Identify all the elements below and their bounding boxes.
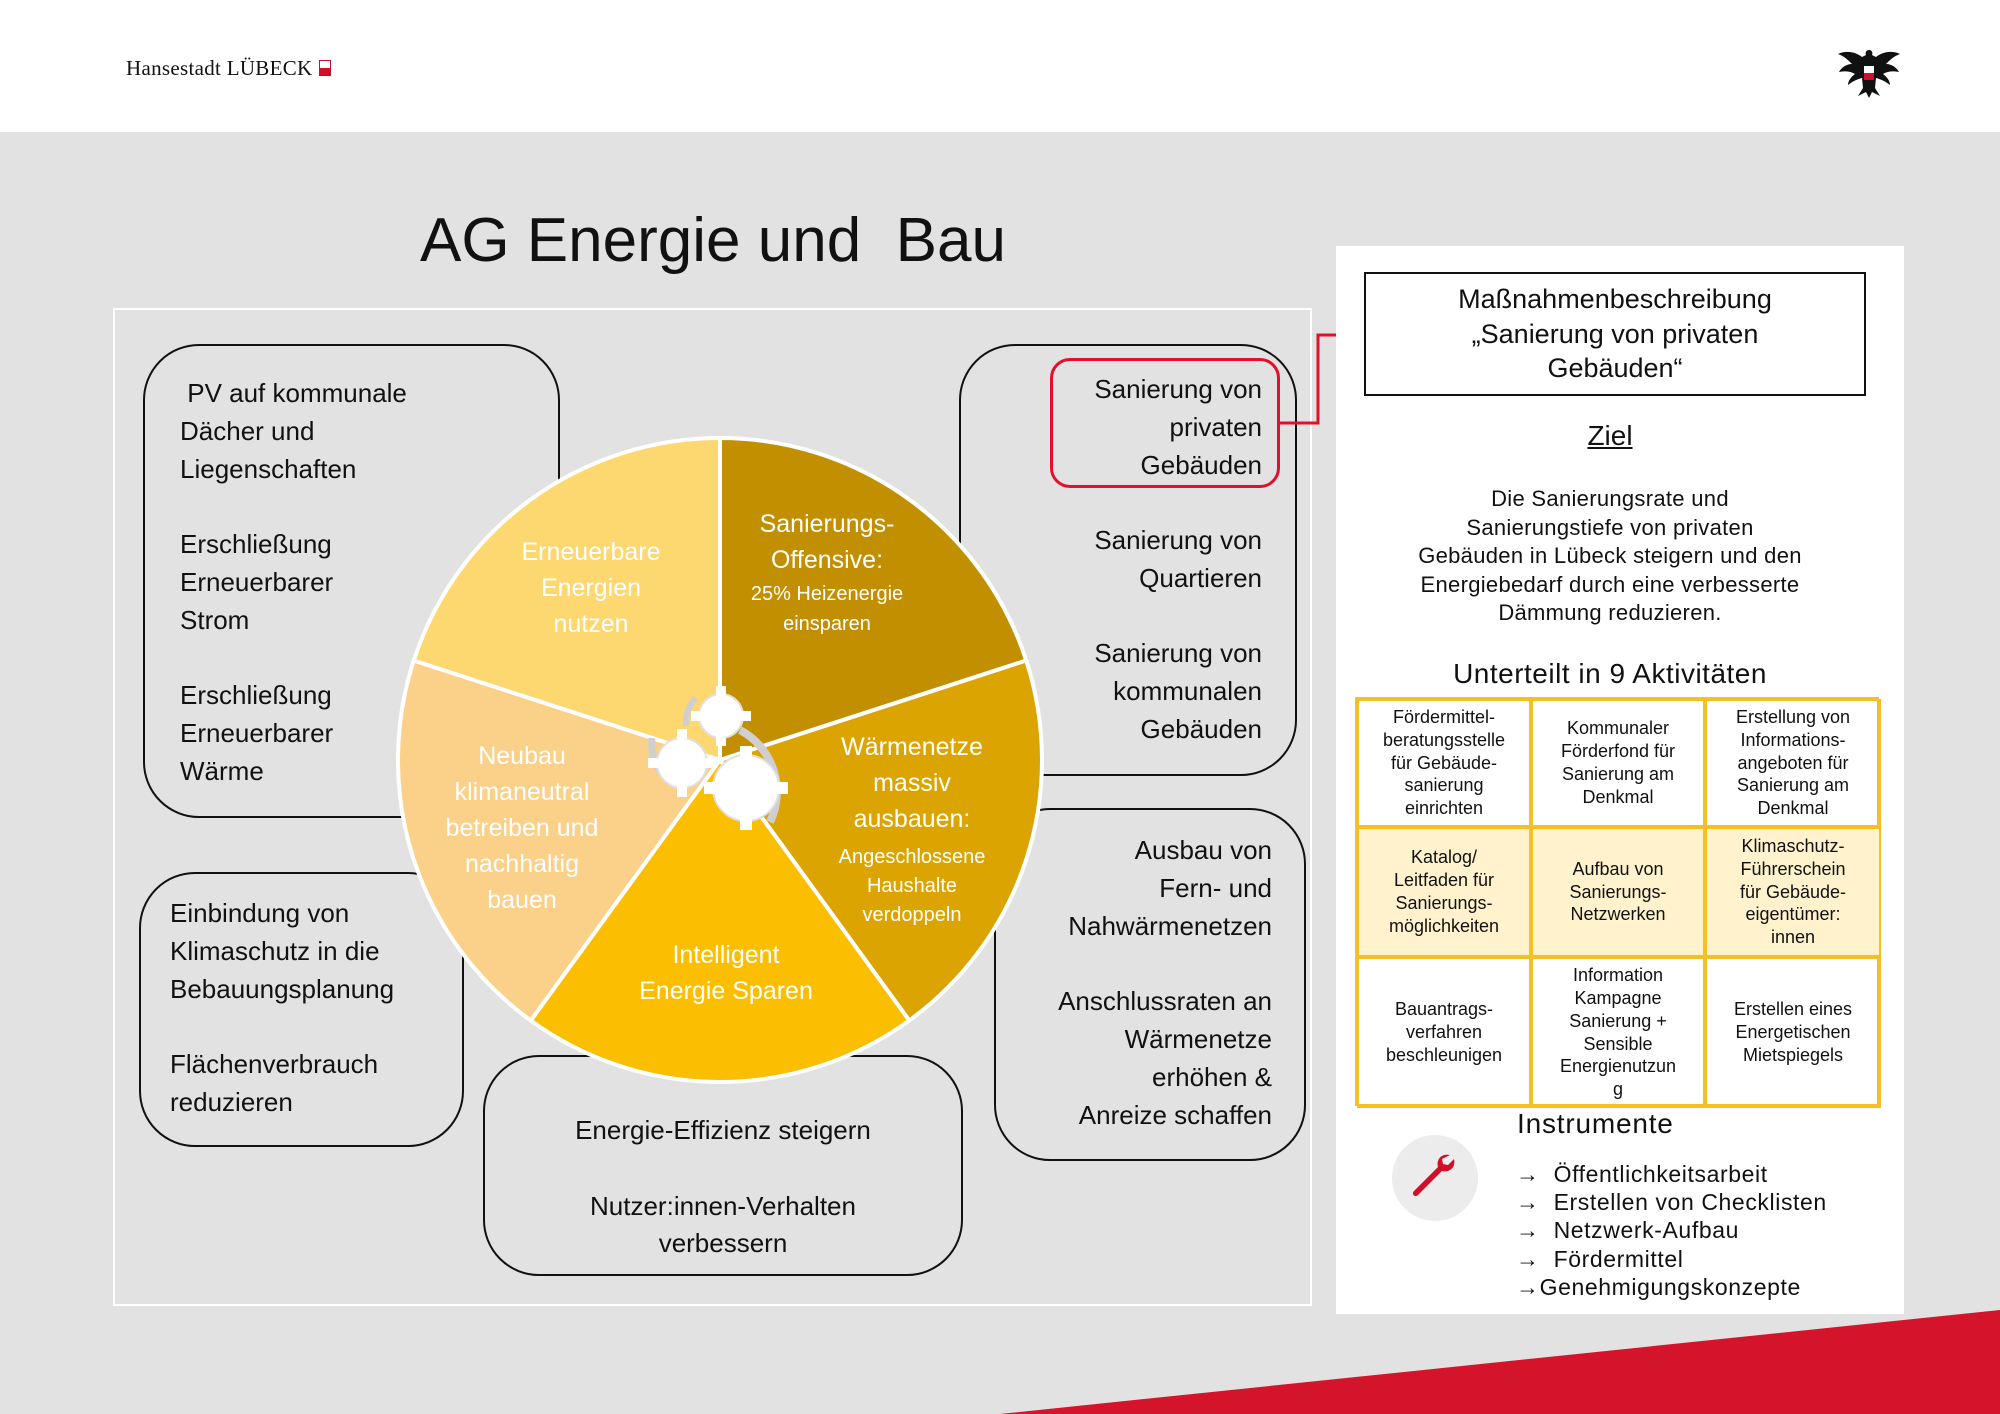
strategy-wheel — [390, 430, 1050, 1090]
wheel-segment-label-2: Wärmenetze massiv ausbauen: Angeschlossene Haushalte verdoppeln — [838, 733, 986, 926]
activities-title: Unterteilt in 9 Aktivitäten — [1453, 658, 1767, 689]
activity-cell: Information Kampagne Sanierung + Sensible Energienutzun g — [1531, 957, 1705, 1108]
box-top-right-highlight-text: Sanierung von privaten Gebäuden — [1094, 374, 1262, 480]
goal-heading: Ziel — [1587, 420, 1633, 451]
activity-cell: Kommunaler Förderfond für Sanierung am Denkmal — [1531, 699, 1705, 827]
measure-title: Maßnahmenbeschreibung „Sanierung von privaten Gebäuden“ — [1458, 284, 1772, 383]
instrument-item: → Erstellen von Checklisten — [1516, 1189, 1827, 1216]
brand-mark-icon — [319, 60, 331, 76]
activity-cell: Erstellen eines Energetischen Mietspiegels — [1705, 957, 1881, 1108]
wheel-segment-label-1: Sanierungs-Offensive: 25% Heizenergie einsparen — [750, 510, 904, 635]
box-top-right-text: Sanierung von Quartieren Sanierung von kommunalen Gebäuden — [1094, 525, 1262, 744]
page-title: AG Energie und Bau — [420, 206, 1006, 275]
instruments-title: Instrumente — [1517, 1108, 1674, 1139]
wrench-icon — [1392, 1135, 1478, 1221]
goal-text: Die Sanierungsrate und Sanierungstiefe von privaten Gebäuden in Lübeck steigern und den Energiebedarf durch eine verbesserte Dämmung reduzieren. — [1418, 486, 1802, 625]
brand-text: Hansestadt LÜBECK — [126, 56, 313, 80]
activities-grid — [1355, 697, 1879, 1106]
box-bottom-center-text: Energie-Effizienz steigern Nutzer:innen-Verhalten verbessern — [575, 1115, 871, 1259]
activity-cell: Erstellung von Informations- angeboten für Sanierung am Denkmal — [1705, 699, 1881, 827]
activity-cell: Aufbau von Sanierungs- Netzwerken — [1531, 827, 1705, 957]
instrument-item: → Fördermittel — [1516, 1245, 1684, 1272]
activity-cell: Bauantrags- verfahren beschleunigen — [1357, 957, 1531, 1108]
instrument-item: → Netzwerk-Aufbau — [1516, 1217, 1739, 1244]
instruments-list — [1516, 1160, 1827, 1301]
instrument-item: →Genehmigungskonzepte — [1516, 1273, 1801, 1300]
brand-logo — [126, 56, 331, 81]
activity-cell: Fördermittel- beratungsstelle für Gebäude- sanierung einrichten — [1357, 699, 1531, 827]
activity-cell: Klimaschutz- Führerschein für Gebäude- eigentümer: innen — [1705, 827, 1881, 957]
activity-cell: Katalog/ Leitfaden für Sanierungs- möglichkeiten — [1357, 827, 1531, 957]
wheel-segment-label-4: Neubau klimaneutral betreiben und nachhaltig bauen — [445, 742, 599, 914]
box-top-left-text: PV auf kommunale Dächer und Liegenschaften Erschließung Erneuerbarer Strom Erschließung Erneuerbarer Wärme — [180, 378, 407, 786]
wheel-segment-label-3: Intelligent Energie Sparen — [639, 941, 813, 1005]
instrument-item: → Öffentlichkeitsarbeit — [1516, 1161, 1768, 1187]
box-bottom-right-text: Ausbau von Fern- und Nahwärmenetzen Anschlussraten an Wärmenetze erhöhen & Anreize schaffen — [1058, 835, 1272, 1130]
box-bottom-left-text: Einbindung von Klimaschutz in die Bebauungsplanung Flächenverbrauch reduzieren — [170, 898, 395, 1117]
luebeck-eagle-icon — [1836, 44, 1902, 100]
wheel-segment-label-5: Erneuerbare Energien nutzen — [521, 538, 661, 638]
